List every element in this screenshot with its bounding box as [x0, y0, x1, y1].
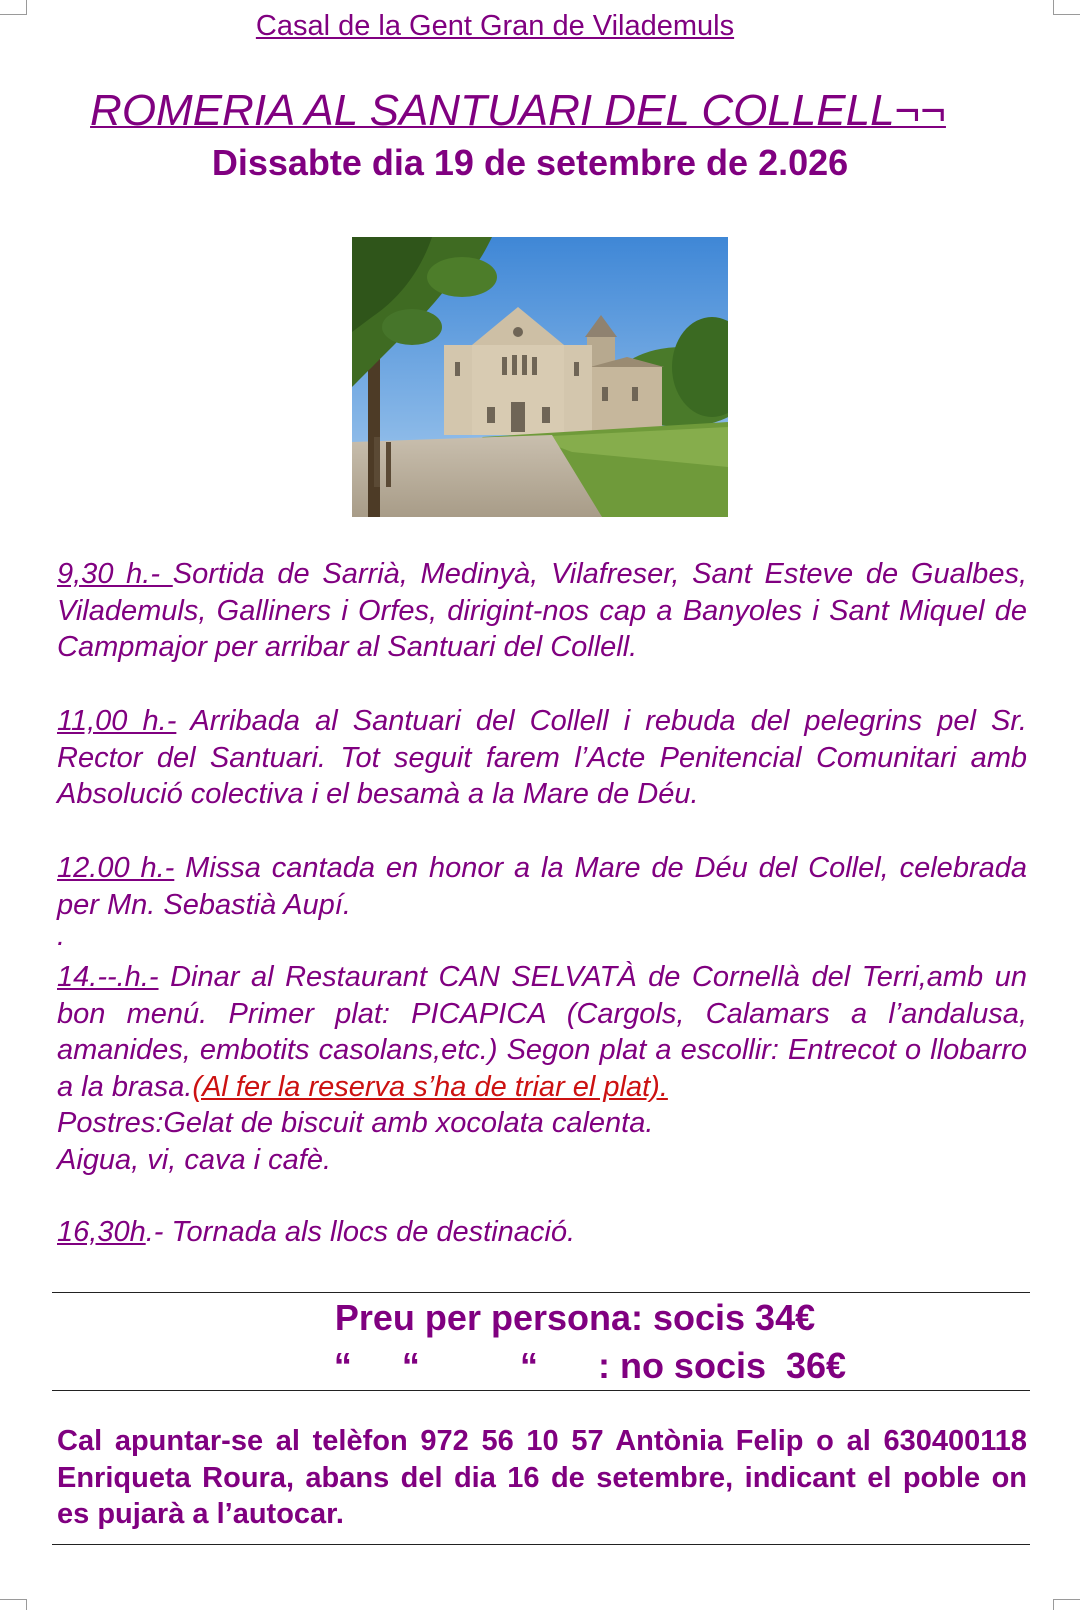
divider [52, 1544, 1030, 1545]
schedule-item [57, 850, 1027, 923]
schedule-text: Sortida de Sarrià, Medinyà, Vilafreser, Sant Esteve de Gualbes, Vilademuls, Galliners i Orfes, dirigint-nos cap a Banyoles i Sant Miquel de Campmajor per arribar al Santuari del Collell. [57, 558, 1027, 663]
schedule-item [57, 556, 1027, 666]
stray-dot: . [57, 920, 66, 952]
price-members: Preu per persona: socis 34€ [334, 1297, 816, 1338]
page-title: ROMERIA AL SANTUARI DEL COLLELL¬¬ [90, 86, 946, 135]
event-date: Dissabte dia 19 de setembre de 2.026 [211, 142, 849, 183]
schedule-time: 14.--.h.- [57, 961, 159, 993]
schedule-item [57, 959, 1027, 1178]
reservation-note: (Al fer la reserva s’ha de triar el plat). [192, 1070, 668, 1103]
drinks-line: Aigua, vi, cava i cafè. [57, 1143, 332, 1176]
divider [52, 1390, 1030, 1391]
signup-info: Cal apuntar-se al telèfon 972 56 10 57 Antònia Felip o al 630400118 Enriqueta Roura, abans del dia 16 de setembre, indicant el poble on es pujarà a l’autocar. [57, 1425, 1027, 1530]
schedule-item [57, 1214, 1027, 1251]
schedule-text: Missa cantada en honor a la Mare de Déu del Collel, celebrada per Mn. Sebastià Aupí. [57, 852, 1027, 921]
schedule-time: 16,30h [57, 1216, 146, 1248]
price-non-members: “ “ “ : no socis 36€ [333, 1345, 847, 1386]
page-corner-mark [0, 1599, 27, 1610]
sanctuary-photo [352, 237, 728, 517]
dessert-line: Postres:Gelat de biscuit amb xocolata calenta. [57, 1107, 654, 1139]
page-corner-mark [1053, 0, 1080, 15]
organization-name: Casal de la Gent Gran de Vilademuls [255, 10, 735, 42]
schedule-text: .- Tornada als llocs de destinació. [145, 1216, 576, 1248]
schedule-time: 12.00 h.- [57, 852, 175, 884]
page-corner-mark [1053, 1599, 1080, 1610]
schedule-time: 11,00 h.- [57, 705, 177, 737]
schedule-item [57, 703, 1027, 813]
schedule-text: Arribada al Santuari del Collell i rebuda del pelegrins pel Sr. Rector del Santuari. Tot seguit farem l’Acte Penitencial Comunitari amb Absolució colectiva i el besamà a la Mare de Déu. [57, 705, 1027, 810]
divider [52, 1292, 1030, 1293]
schedule-time: 9,30 h.- [57, 558, 173, 590]
schedule-text: Dinar al Restaurant CAN SELVATÀ de Cornellà del Terri,amb un bon menú. Primer plat: PICAPICA (Cargols, Calamars a l’andalusa, amanides, embotits casolans,etc.) Segon plat a escollir: Entrecot o llobarro a la brasa. [57, 961, 1027, 1103]
